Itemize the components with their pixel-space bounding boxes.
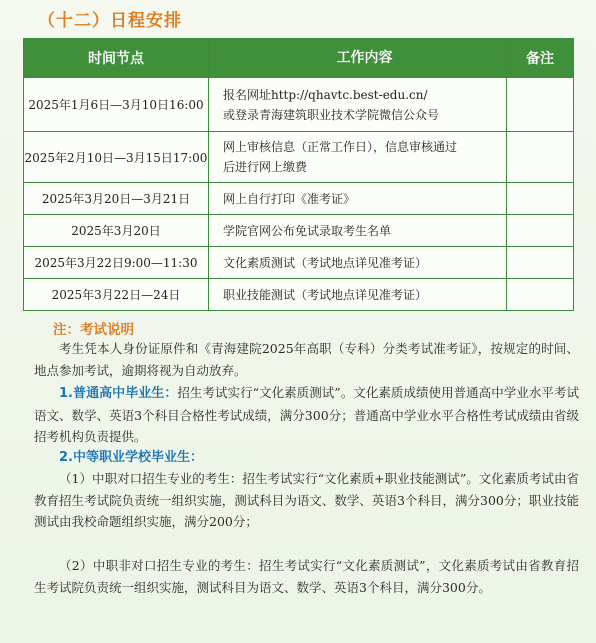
- row-content-line: 网上审核信息（正常工作日），信息审核通过: [222, 140, 457, 154]
- header-time: 时间节点: [24, 39, 209, 78]
- row-time: 2025年3月20日: [24, 215, 209, 247]
- row-note: [507, 132, 574, 183]
- notes-item1: [34, 382, 579, 448]
- row-time: 2025年1月6日—3月10日16:00: [24, 78, 209, 132]
- row-note: [507, 215, 574, 247]
- item1-heading: 1.普通高中毕业生：: [59, 386, 178, 401]
- item1-text: 招生考试实行“文化素质测试”。文化素质成绩使用普通高中学业水平考试语文、数学、英语3个科目合格性考试成绩，满分300分；普通高中学业水平合格性考试成绩由省级招考机构负责提供。: [34, 385, 579, 444]
- table-row: [24, 247, 574, 279]
- row-time: 2025年3月20日—3月21日: [24, 183, 209, 215]
- schedule-table: [23, 38, 574, 311]
- row-content: 职业技能测试（考试地点详见准考证）: [208, 279, 506, 311]
- notes-title: 注：考试说明: [53, 322, 134, 338]
- row-time: 2025年3月22日—24日: [24, 279, 209, 311]
- row-note: [507, 183, 574, 215]
- table-row: [24, 215, 574, 247]
- table-row: [24, 279, 574, 311]
- table-row: [24, 132, 574, 183]
- row-content: [208, 132, 506, 183]
- row-time: 2025年2月10日—3月15日17:00: [24, 132, 209, 183]
- notes-item2-p2: （2）中职非对口招生专业的考生：招生考试实行“文化素质测试”，文化素质考试由省教育招生考试院负责统一组织实施，测试科目为语文、数学、英语3个科目，满分300分。: [34, 558, 579, 595]
- item2-heading: 2.中等职业学校毕业生：: [59, 450, 203, 465]
- row-note: [507, 247, 574, 279]
- row-content: 网上自行打印《准考证》: [208, 183, 506, 215]
- row-content-line: 或登录青海建筑职业技术学院微信公众号: [222, 107, 439, 122]
- row-note: [507, 279, 574, 311]
- table-row: [24, 183, 574, 215]
- table-row: [24, 78, 574, 132]
- row-time: 2025年3月22日9:00—11:30: [24, 247, 209, 279]
- row-content: 文化素质测试（考试地点详见准考证）: [208, 247, 506, 279]
- notes-item2-heading: [34, 446, 579, 469]
- section-title: （十二）日程安排: [38, 11, 182, 31]
- notes-item2-p1: （1）中职对口招生专业的考生：招生考试实行“文化素质+职业技能测试”。文化素质考试由省教育招生考试院负责统一组织实施，测试科目为语文、数学、英语3个科目，满分300分；职业技能测试由我校命题组织实施，满分200分；: [34, 471, 579, 529]
- row-content: [208, 78, 506, 132]
- header-note: 备注: [507, 39, 574, 78]
- notes-intro: 考生凭本人身份证原件和《青海建院2025年高职（专科）分类考试准考证》，按规定的时间、地点参加考试，逾期将视为自动放弃。: [34, 341, 579, 378]
- row-content: 学院官网公布免试录取考生名单: [208, 215, 506, 247]
- row-content-line: 报名网址http://qhavtc.best-edu.cn/: [222, 87, 428, 102]
- row-content-line: 后进行网上缴费: [222, 160, 307, 174]
- row-note: [507, 78, 574, 132]
- table-header-row: [24, 39, 574, 78]
- header-content: 工作内容: [208, 39, 506, 78]
